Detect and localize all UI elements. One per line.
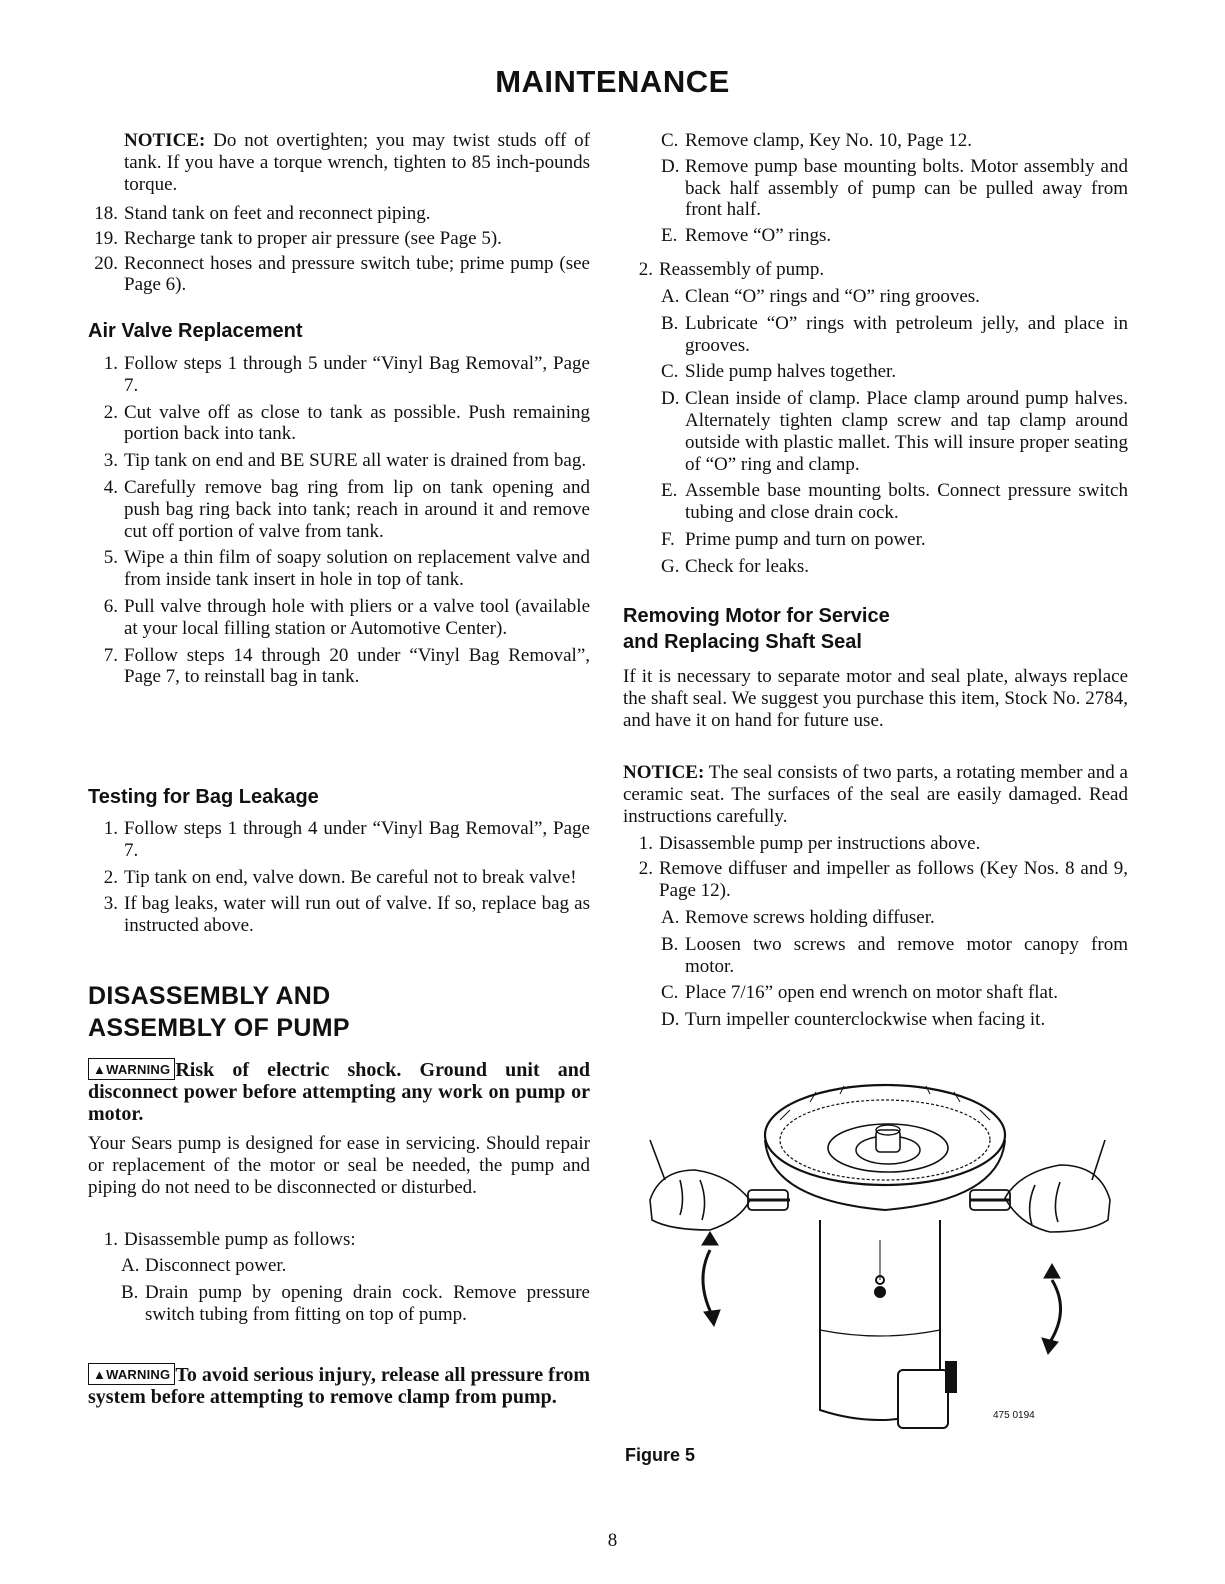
substep-letter: C.	[661, 130, 679, 151]
step-number: 6.	[103, 595, 118, 617]
notice-overtighten	[124, 130, 590, 195]
step-text: Disassemble pump per instructions above.	[659, 833, 981, 854]
substep-letter: A.	[661, 907, 680, 928]
list-item	[88, 477, 590, 542]
list-item	[623, 259, 1128, 281]
motor-heading	[623, 603, 890, 655]
list-item	[88, 228, 590, 250]
list-item	[661, 982, 1128, 1004]
step-text: Carefully remove bag ring from lip on tank opening and push bag ring back into tank; reach in around it and remove cut off portion of valve from tank.	[124, 476, 590, 542]
substep-letter: B.	[661, 933, 679, 955]
list-item	[88, 596, 590, 640]
list-item	[661, 313, 1128, 357]
warning-electric-shock	[88, 1058, 590, 1125]
step-number: 7.	[103, 644, 118, 666]
substep-letter: B.	[661, 312, 679, 334]
pump-illustration	[640, 1080, 1120, 1440]
substep-text: Remove screws holding diffuser.	[685, 907, 935, 928]
step-number: 3.	[103, 893, 118, 915]
substep-text: Drain pump by opening drain cock. Remove pressure switch tubing from fitting on top of pump.	[145, 1281, 590, 1325]
step-text: Follow steps 14 through 20 under “Vinyl Bag Removal”, Page 7, to reinstall bag in tank.	[124, 644, 590, 688]
step-number: 1.	[638, 833, 653, 854]
step-text: Reconnect hoses and pressure switch tube; prime pump (see Page 6).	[124, 252, 590, 296]
list-item	[661, 1009, 1128, 1031]
substep-text: Assemble base mounting bolts. Connect pressure switch tubing and close drain cock.	[685, 480, 1128, 524]
list-item	[661, 361, 1128, 383]
warning-text: To avoid serious injury, release all pressure from system before attempting to remove clamp from pump.	[88, 1364, 590, 1408]
list-item	[88, 547, 590, 591]
step-text: Remove diffuser and impeller as follows (Key Nos. 8 and 9, Page 12).	[659, 857, 1128, 901]
substep-text: Loosen two screws and remove motor canopy from motor.	[685, 933, 1128, 977]
rotation-arrow-left	[702, 1232, 720, 1326]
motor-heading-line1: Removing Motor for Service	[623, 605, 890, 627]
warning-label: WARNING	[106, 1062, 171, 1077]
substep-text: Place 7/16” open end wrench on motor shaft flat.	[685, 982, 1059, 1004]
list-item	[661, 156, 1128, 221]
list-item	[661, 934, 1128, 978]
substep-letter: D.	[661, 388, 680, 410]
substep-text: Prime pump and turn on power.	[685, 528, 926, 550]
list-item	[661, 556, 1128, 578]
disassembly-heading-line2: ASSEMBLY OF PUMP	[88, 1014, 350, 1042]
step-text: Reassembly of pump.	[659, 259, 825, 280]
page-number: 8	[607, 1530, 618, 1551]
list-item	[88, 818, 590, 862]
list-item	[623, 858, 1128, 902]
notice-label: NOTICE:	[623, 762, 705, 783]
rotation-arrow-right	[1042, 1264, 1061, 1354]
step-text: Tip tank on end and BE SURE all water is drained from bag.	[124, 450, 587, 472]
list-item	[88, 203, 590, 225]
substep-text: Clean inside of clamp. Place clamp around pump halves. Alternately tighten clamp screw and tap clamp around outside with plastic mallet. This will insure proper seating of “O” ring and clamp.	[685, 388, 1128, 475]
list-item	[661, 480, 1128, 524]
list-item	[623, 833, 1128, 855]
step-number: 1.	[103, 353, 118, 374]
list-item	[661, 388, 1128, 475]
step-text: Cut valve off as close to tank as possible. Push remaining portion back into tank.	[124, 401, 590, 445]
figure-caption: Figure 5	[625, 1445, 696, 1465]
list-item	[88, 450, 590, 472]
substep-text: Disconnect power.	[145, 1255, 287, 1276]
notice-text: Do not overtighten; you may twist studs off of tank. If you have a torque wrench, tighten to 85 inch-pounds torque.	[124, 130, 590, 195]
step-number: 5.	[103, 547, 118, 569]
step-number: 1.	[103, 1229, 118, 1250]
motor-intro: If it is necessary to separate motor and seal plate, always replace the shaft seal. We suggest you purchase this item, Stock No. 2784, and have it on hand for future use.	[623, 666, 1128, 731]
step-text: Wipe a thin film of soapy solution on replacement valve and from inside tank insert in hole in top of tank.	[124, 547, 590, 591]
list-item	[88, 402, 590, 446]
substep-text: Remove “O” rings.	[685, 225, 832, 247]
list-item	[661, 225, 1128, 247]
notice-text: The seal consists of two parts, a rotating member and a ceramic seat. The surfaces of the seal are easily damaged. Read instructions carefully.	[623, 762, 1128, 827]
list-item	[88, 353, 590, 397]
substep-text: Slide pump halves together.	[685, 361, 897, 383]
step-number: 2.	[103, 401, 118, 423]
page-title: MAINTENANCE	[495, 64, 730, 99]
list-item	[88, 253, 590, 297]
substep-text: Turn impeller counterclockwise when facing it.	[685, 1009, 1046, 1031]
pump-head	[765, 1085, 1005, 1210]
warning-badge	[88, 1363, 175, 1385]
list-item	[88, 645, 590, 689]
substep-letter: E.	[661, 480, 678, 502]
substep-letter: B.	[121, 1281, 139, 1303]
substep-letter: C.	[661, 982, 679, 1004]
substep-letter: G.	[661, 555, 680, 577]
substep-letter: A.	[121, 1255, 140, 1276]
list-item	[88, 893, 590, 937]
warning-text: Risk of electric shock. Ground unit and disconnect power before attempting any work on pump or motor.	[88, 1059, 590, 1125]
step-text: Disassemble pump as follows:	[124, 1229, 356, 1250]
step-number: 19.	[94, 227, 118, 249]
motor-heading-line2: and Replacing Shaft Seal	[623, 631, 862, 653]
testing-heading: Testing for Bag Leakage	[88, 786, 319, 808]
step-number: 20.	[94, 252, 118, 274]
warning-triangle-icon: ▲	[93, 1062, 107, 1077]
step-text: If bag leaks, water will run out of valve. If so, replace bag as instructed above.	[124, 893, 590, 937]
left-hand	[650, 1140, 790, 1230]
list-item	[661, 130, 1128, 152]
air-valve-heading: Air Valve Replacement	[88, 320, 303, 342]
list-item	[661, 529, 1128, 551]
step-number: 2.	[638, 857, 653, 879]
pressure-switch	[875, 1276, 956, 1428]
step-number: 4.	[103, 476, 118, 498]
warning-label: WARNING	[106, 1367, 171, 1382]
substep-letter: D.	[661, 155, 680, 177]
step-text: Tip tank on end, valve down. Be careful not to break valve!	[124, 866, 577, 888]
substep-letter: E.	[661, 225, 678, 247]
step-number: 18.	[94, 203, 118, 224]
disassembly-heading	[88, 980, 350, 1044]
step-text: Follow steps 1 through 4 under “Vinyl Bag Removal”, Page 7.	[124, 818, 590, 861]
list-item	[88, 1229, 590, 1251]
notice-seal	[623, 762, 1128, 827]
substep-letter: A.	[661, 286, 680, 307]
list-item	[121, 1282, 590, 1326]
substep-text: Clean “O” rings and “O” ring grooves.	[685, 286, 980, 307]
step-number: 3.	[103, 450, 118, 472]
substep-text: Remove clamp, Key No. 10, Page 12.	[685, 130, 973, 151]
step-text: Stand tank on feet and reconnect piping.	[124, 203, 431, 224]
notice-label: NOTICE:	[124, 130, 206, 151]
warning-badge	[88, 1058, 175, 1080]
warning-triangle-icon: ▲	[93, 1367, 107, 1382]
substep-letter: C.	[661, 361, 679, 383]
step-number: 2.	[638, 259, 653, 280]
step-number: 2.	[103, 866, 118, 888]
step-text: Follow steps 1 through 5 under “Vinyl Bag Removal”, Page 7.	[124, 353, 590, 396]
disassembly-intro: Your Sears pump is designed for ease in servicing. Should repair or replacement of the motor or seal be needed, the pump and piping do not need to be disconnected or disturbed.	[88, 1133, 590, 1198]
right-hand	[970, 1140, 1110, 1232]
list-item	[661, 907, 1128, 929]
list-item	[661, 286, 1128, 308]
substep-text: Lubricate “O” rings with petroleum jelly, and place in grooves.	[685, 312, 1128, 356]
substep-letter: F.	[661, 528, 675, 550]
list-item	[88, 867, 590, 889]
substep-text: Remove pump base mounting bolts. Motor assembly and back half assembly of pump can be pulled away from front half.	[685, 155, 1128, 221]
disassembly-heading-line1: DISASSEMBLY AND	[88, 982, 331, 1010]
substep-letter: D.	[661, 1009, 680, 1031]
list-item	[121, 1255, 590, 1277]
step-text: Pull valve through hole with pliers or a valve tool (available at your local filling station or Automotive Center).	[124, 595, 590, 639]
figure-code: 475 0194	[993, 1410, 1035, 1421]
step-text: Recharge tank to proper air pressure (see Page 5).	[124, 227, 502, 249]
warning-release-pressure	[88, 1363, 590, 1408]
substep-text: Check for leaks.	[685, 555, 809, 577]
step-number: 1.	[103, 818, 118, 839]
